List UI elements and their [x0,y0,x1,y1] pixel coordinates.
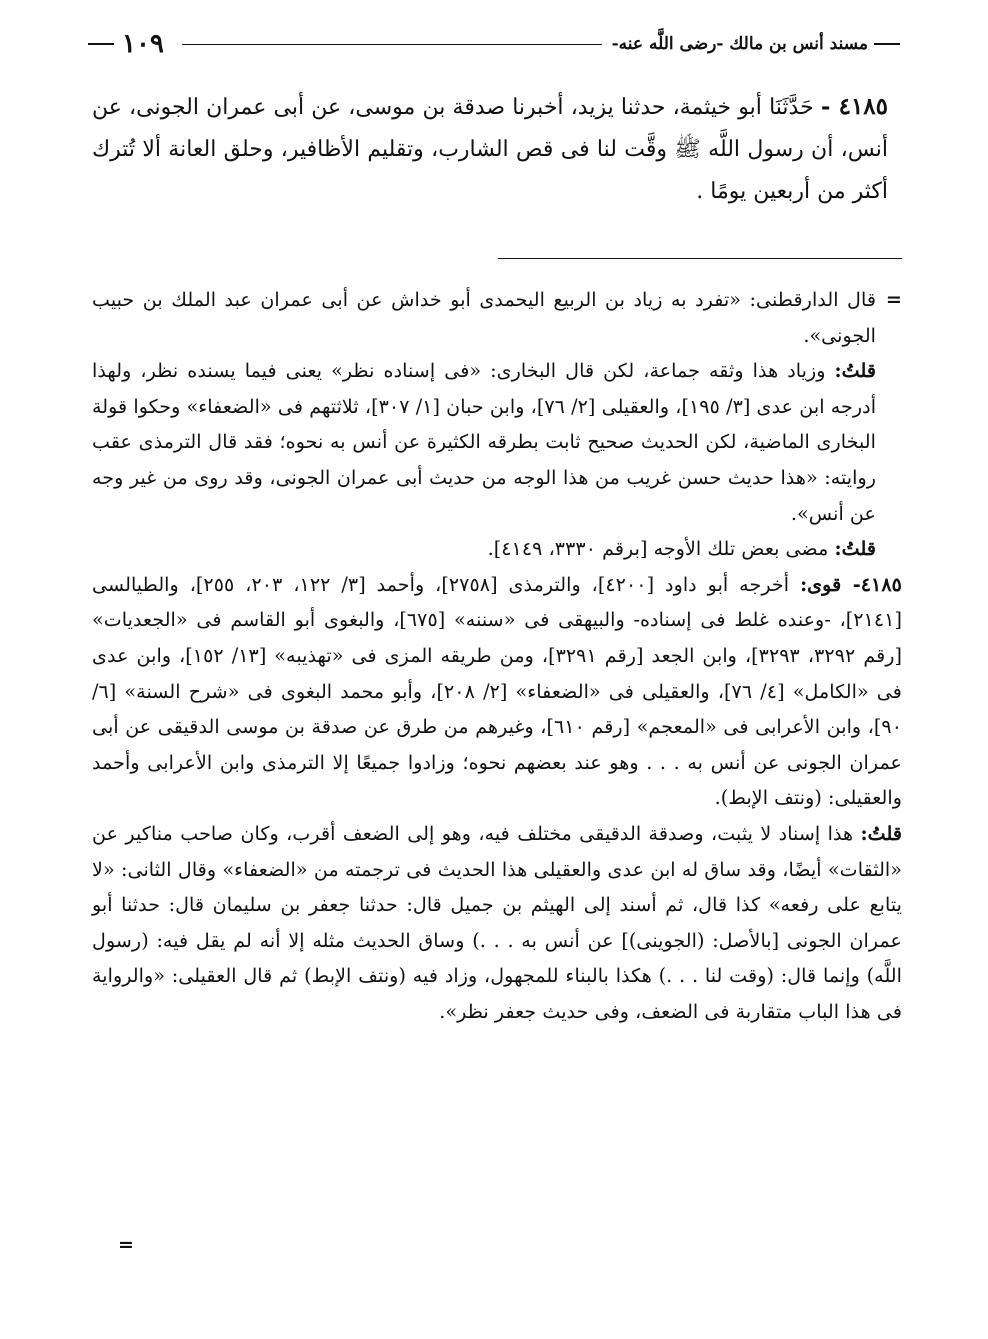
header-dash [874,43,900,45]
note-paragraph [92,353,902,531]
hadith-body: حَدَّثَنَا أبو خيثمة، حدثنا يزيد، أخبرنا صدقة بن موسى، عن أبى عمران الجونى، عن أنس، أن رسول اللَّه ﷺ وقَّت لنا فى قص الشارب، وتقليم الأظافير، وحلق العانة ألا تُترك أكثر من أربعين يومًا . [92,95,888,204]
end-continuation-mark: = [118,1234,134,1256]
takhrij-label: ٤١٨٥- قوى: [800,572,902,596]
hadith-number: ٤١٨٥ - [820,93,889,120]
note-text: قال الدارقطنى: «تفرد به زياد بن الربيع اليحمدى أبو خداش عن أبى عمران عبد الملك بن حبيب الجونى». [92,288,876,347]
note-label: قلتُ: [834,359,876,383]
footnote-separator [498,258,902,259]
note-paragraph [92,531,902,567]
hadith-paragraph [92,86,888,213]
note-label: قلتُ: [834,537,876,561]
header-title: مسند أنس بن مالك -رضى اللَّه عنه- [611,34,868,54]
takhrij-text: أخرجه أبو داود [٤٢٠٠]، والترمذى [٢٧٥٨]، وأحمد [٣/ ١٢٢، ٢٠٣، ٢٥٥]، والطيالسى [٢١٤١]، -وعنده غلط فى إسناده- والبيهقى فى «سننه» [٦٧٥]، والبغوى أبو القاسم فى «الجعديات» [رقم ٣٢٩٢، ٣٢٩٣]، وابن الجعد [رقم ٣٢٩١]، ومن طريقه المزى فى «تهذيبه» [١٣/ ١٥٢]، وابن عدى فى «الكامل» [٤/ ٧٦]، والعقيلى فى «الضعفاء» [٢/ ٢٠٨]، وأبو محمد البغوى فى «شرح السنة» [٦/ ٩٠]، وابن الأعرابى فى «المعجم» [رقم ٦١٠]، وغيرهم من طرق عن صدقة بن موسى الدقيقى عن أبى عمران الجونى عن أنس به . . . وهو عند بعضهم نحوه؛ وزادوا جميعًا إلا الترمذى وابن الأعرابى وأحمد والعقيلى: (ونتف الإبط). [92,572,903,810]
running-header [88,24,900,64]
page-number: ١٠٩ [122,29,164,59]
hadith-text-block [92,86,888,213]
note-paragraph [92,282,902,353]
continuation-mark: = [885,288,902,311]
footnotes [92,282,902,1029]
note-text: هذا إسناد لا يثبت، وصدقة الدقيقى مختلف فيه، وهو إلى الضعف أقرب، وكان صاحب مناكير عن «الثقات» أيضًا، وقد ساق له ابن عدى والعقيلى هذا الحديث فى ترجمته من «الضعفاء» وقال الثانى: «لا يتابع على رفعه» كذا قال، ثم أسند إلى الهيثم بن جميل قال: حدثنا جعفر بن سليمان قال: حدثنا أبو عمران الجونى [بالأصل: (الجوينى)] عن أنس به . . .) وساق الحديث مثله إلا أنه لم يقل فيه: (رسول اللَّه) وإنما قال: (وقت لنا . . .) هكذا بالبناء للمجهول، وزاد فيه (ونتف الإبط) ثم قال العقيلى: «والرواية فى هذا الباب متقاربة فى الضعف، وفى حديث جعفر نظر». [92,821,902,1023]
note-label: قلتُ: [860,821,902,845]
header-dash [88,43,114,45]
note-text: وزياد هذا وثقه جماعة، لكن قال البخارى: «فى إسناده نظر» يعنى فيما يسنده نظر، ولهذا أدرجه ابن عدى [٣/ ١٩٥]، والعقيلى [٢/ ٧٦]، وابن حبان [١/ ٣٠٧]، ثلاثتهم فى «الضعفاء» وحكوا قولة البخارى الماضية، لكن الحديث صحيح ثابت بطرقه الكثيرة عن أنس به نحوه؛ فقد قال الترمذى عقب روايته: «هذا حديث حسن غريب من هذا الوجه من حديث أبى عمران الجونى، وقد روى من غير وجه عن أنس». [92,359,877,525]
takhrij-paragraph [92,567,902,816]
header-rule [182,44,602,45]
note-text: مضى بعض تلك الأوجه [برقم ٣٣٣٠، ٤١٤٩]. [487,537,829,561]
note-paragraph [92,816,902,1030]
